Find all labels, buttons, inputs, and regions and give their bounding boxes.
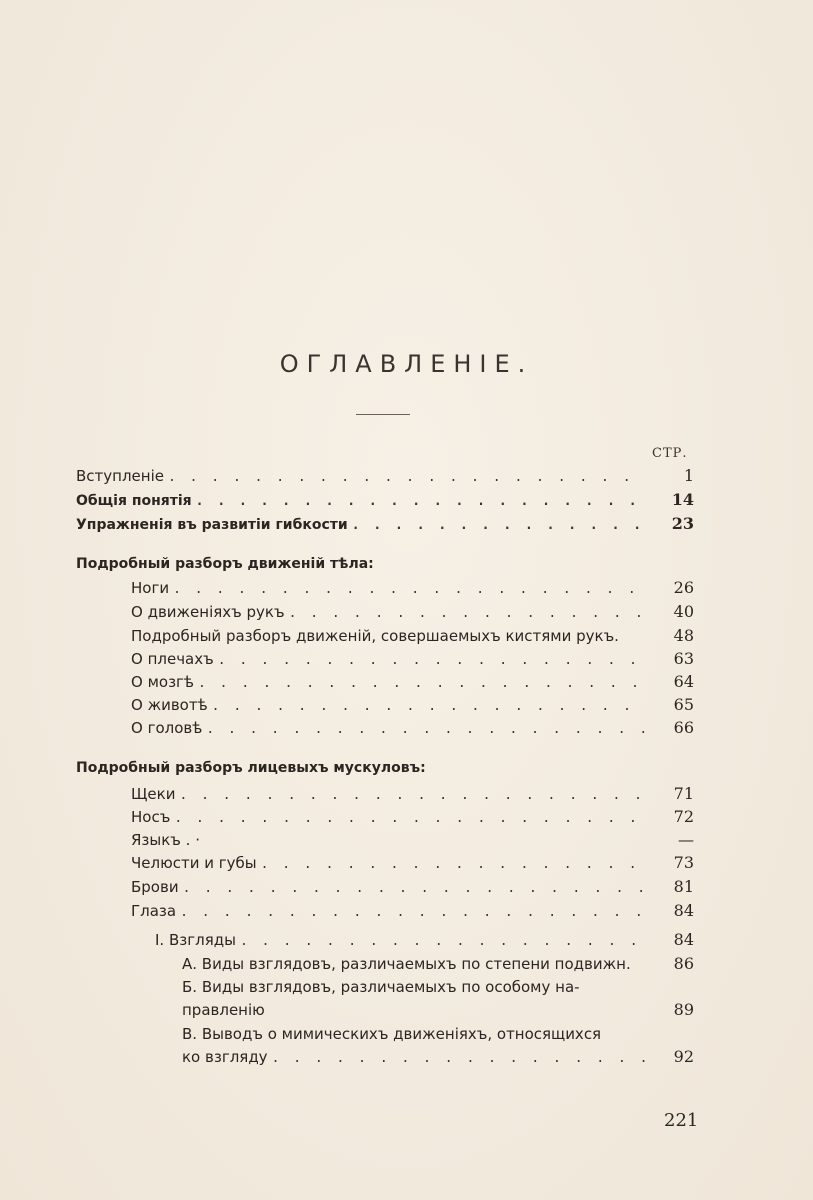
toc-entry (131, 578, 694, 600)
toc-entry-page: 81 (673, 877, 694, 896)
toc-entry-page: 23 (671, 514, 694, 533)
toc-entry-page: 72 (673, 807, 694, 826)
toc-entry-page: 71 (673, 784, 694, 803)
toc-entry-title: ко взгляду (182, 1048, 268, 1066)
section-heading: Подробный разборъ движеній тѣла: (76, 556, 374, 572)
dot-leader (206, 720, 646, 740)
toc-entry-title: Челюсти и губы (131, 854, 257, 872)
toc-entry (182, 954, 694, 976)
toc-entry-title: О плечахъ (131, 650, 214, 668)
toc-entry-page: 63 (673, 649, 694, 668)
dot-leader (198, 674, 646, 694)
toc-entry-line (182, 1024, 694, 1044)
toc-entry-title: правленію (182, 1001, 265, 1019)
toc-entry-title: О мозгѣ (131, 673, 195, 691)
toc-entry-title: Брови (131, 878, 179, 896)
dot-leader (174, 809, 646, 829)
toc-entry (131, 807, 694, 829)
toc-entry (76, 466, 694, 488)
toc-entry-title: Ноги (131, 579, 170, 597)
dot-leader (183, 879, 646, 899)
toc-entry-page: 48 (673, 626, 694, 645)
dot-leader (168, 468, 646, 488)
toc-entry (182, 1000, 694, 1022)
toc-entry (76, 490, 694, 512)
toc-entry (131, 718, 694, 740)
dot-leader (261, 855, 646, 875)
dot-leader (272, 1049, 646, 1069)
toc-entry (131, 830, 694, 852)
dot-leader (240, 932, 646, 952)
toc-entry-title: Подробный разборъ движеній, совершаемыхъ кистями рукъ. (131, 627, 619, 645)
page-title: ОГЛАВЛЕНІЕ. (279, 350, 534, 378)
toc-entry-page: 84 (673, 930, 694, 949)
dot-leader (289, 604, 646, 624)
toc-entry-page: 40 (673, 602, 694, 621)
toc-entry-title: I. Взгляды (155, 931, 236, 949)
dot-leader (352, 516, 646, 536)
toc-entry-title: Щеки (131, 785, 176, 803)
toc-entry (76, 514, 694, 536)
section-heading: Подробный разборъ лицевыхъ мускуловъ: (76, 760, 426, 776)
dot-leader (180, 903, 646, 923)
toc-entry-page: 86 (673, 954, 694, 973)
toc-entry (131, 672, 694, 694)
toc-entry-page: 89 (673, 1000, 694, 1019)
page-column-label: СТР. (652, 446, 688, 461)
toc-entry-page: 26 (673, 578, 694, 597)
toc-entry-title: О движеніяхъ рукъ (131, 603, 285, 621)
dot-leader (212, 697, 646, 717)
toc-entry-page: 92 (673, 1047, 694, 1066)
toc-entry-page: 64 (673, 672, 694, 691)
dot-leader (173, 580, 646, 600)
toc-entry-page: 65 (673, 695, 694, 714)
toc-entry-page: 14 (671, 490, 694, 509)
toc-entry (131, 784, 694, 806)
toc-entry-title: Языкъ . · (131, 831, 200, 849)
toc-entry-line (182, 977, 694, 997)
toc-entry-title: Носъ (131, 808, 171, 826)
toc-entry (131, 649, 694, 671)
toc-entry (131, 853, 694, 875)
toc-entry-title: О животѣ (131, 696, 208, 714)
dot-leader (218, 651, 646, 671)
toc-entry-page: 66 (673, 718, 694, 737)
toc-entry (155, 930, 694, 952)
toc-entry-title: Вступленіе (76, 467, 164, 485)
toc-entry-page: 73 (673, 853, 694, 872)
dot-leader (179, 786, 646, 806)
toc-entry-page: — (678, 830, 694, 849)
toc-entry-title: Глаза (131, 902, 177, 920)
title-rule (356, 414, 410, 415)
toc-entry (131, 626, 694, 648)
toc-entry-title: Б. Виды взглядовъ, различаемыхъ по особому на- (182, 978, 580, 996)
toc-entry-page: 1 (683, 466, 694, 485)
toc-entry-title: А. Виды взглядовъ, различаемыхъ по степени подвижн. (182, 955, 631, 973)
toc-entry-title: О головѣ (131, 719, 203, 737)
toc-entry (131, 901, 694, 923)
toc-entry (131, 695, 694, 717)
toc-entry-title: Общія понятія (76, 493, 192, 509)
toc-entry (131, 877, 694, 899)
page-number: 221 (664, 1110, 699, 1131)
toc-entry-page: 84 (673, 901, 694, 920)
dot-leader (196, 492, 646, 512)
toc-entry (182, 1047, 694, 1069)
toc-entry-title: В. Выводъ о мимическихъ движеніяхъ, относящихся (182, 1025, 602, 1043)
toc-entry-title: Упражненія въ развитіи гибкости (76, 517, 348, 533)
toc-entry (131, 602, 694, 624)
